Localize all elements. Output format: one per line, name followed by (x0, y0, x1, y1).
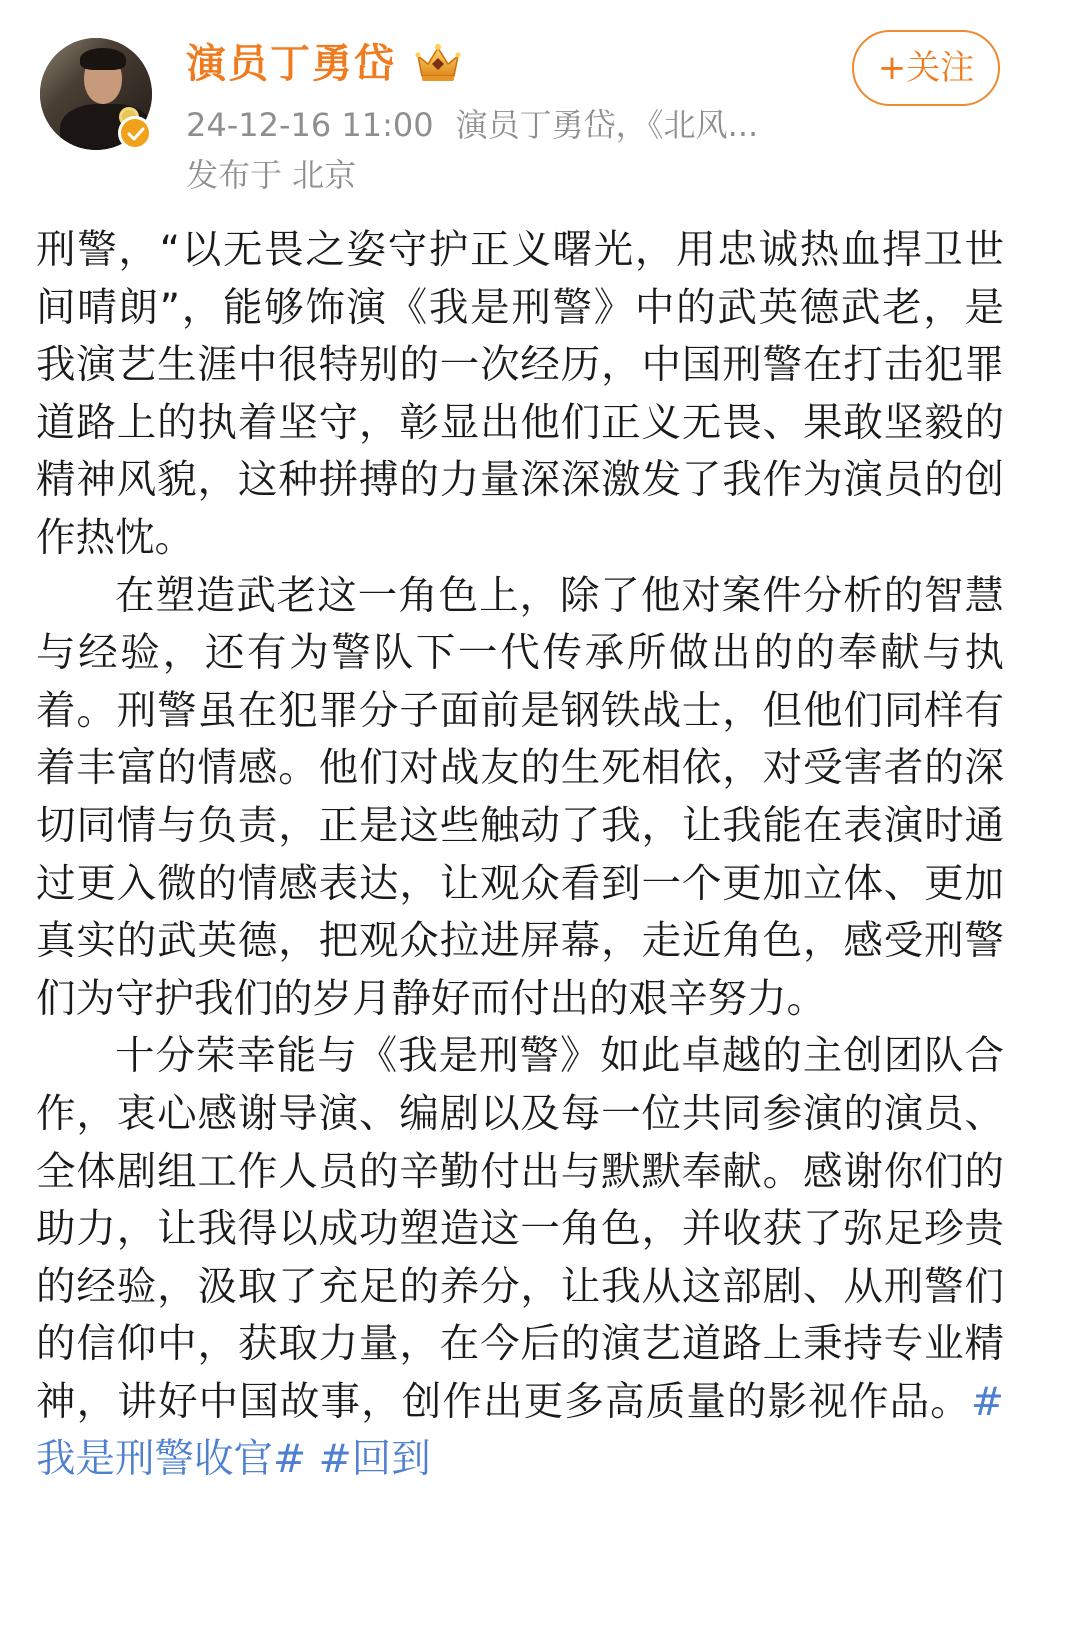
follow-button[interactable]: +关注 (852, 30, 1000, 106)
post-content (36, 222, 1004, 1489)
post-location: 发布于 北京 (186, 156, 357, 194)
post-header (0, 0, 1073, 215)
author-name[interactable]: 演员丁勇岱 (186, 41, 396, 87)
hashtag-link[interactable]: #我是刑警收官# (36, 1378, 1004, 1483)
post-timestamp: 24-12-16 11:00 (186, 106, 434, 144)
post-paragraph-2: 在塑造武老这一角色上，除了他对案件分析的智慧与经验，还有为警队下一代传承所做出的的奉献与执着。刑警虽在犯罪分子面前是钢铁战士，但他们同样有着丰富的情感。他们对战友的生死相依，对受害者的深切同情与负责，正是这些触动了我，让我能在表演时通过更入微的情感表达，让观众看到一个更加立体、更加真实的武英德，把观众拉进屏幕，走近角色，感受刑警们为守护我们的岁月静好而付出的艰辛努力。 (36, 572, 1004, 1022)
post-paragraph-3 (36, 1028, 1004, 1489)
post-paragraph-1: 刑警，“以无畏之姿守护正义曙光，用忠诚热血捍卫世间晴朗”，能够饰演《我是刑警》中的武英德武老，是我演艺生涯中很特别的一次经历，中国刑警在打击犯罪道路上的执着坚守，彰显出他们正义无畏、果敢坚毅的精神风貌，这种拼搏的力量深深激发了我作为演员的创作热忱。 (36, 227, 1004, 561)
post-paragraph-3-text: 十分荣幸能与《我是刑警》如此卓越的主创团队合作，衷心感谢导演、编剧以及每一位共同参演的演员、全体剧组工作人员的辛勤付出与默默奉献。感谢你们的助力，让我得以成功塑造这一角色，并收获了弥足珍贵的经验，汲取了充足的养分，让我从这部剧、从刑警们的信仰中，获取力量，在今后的演艺道路上秉持专业精神，讲好中国故事，创作出更多高质量的影视作品。 (36, 1033, 1004, 1425)
crown-icon[interactable] (414, 42, 462, 84)
avatar-hair (80, 48, 126, 70)
post-source[interactable]: 演员丁勇岱，《北风... (455, 106, 759, 144)
hashtag-link[interactable]: #回到 (318, 1436, 431, 1483)
post-meta (186, 102, 758, 148)
verified-badge-icon (118, 116, 152, 150)
